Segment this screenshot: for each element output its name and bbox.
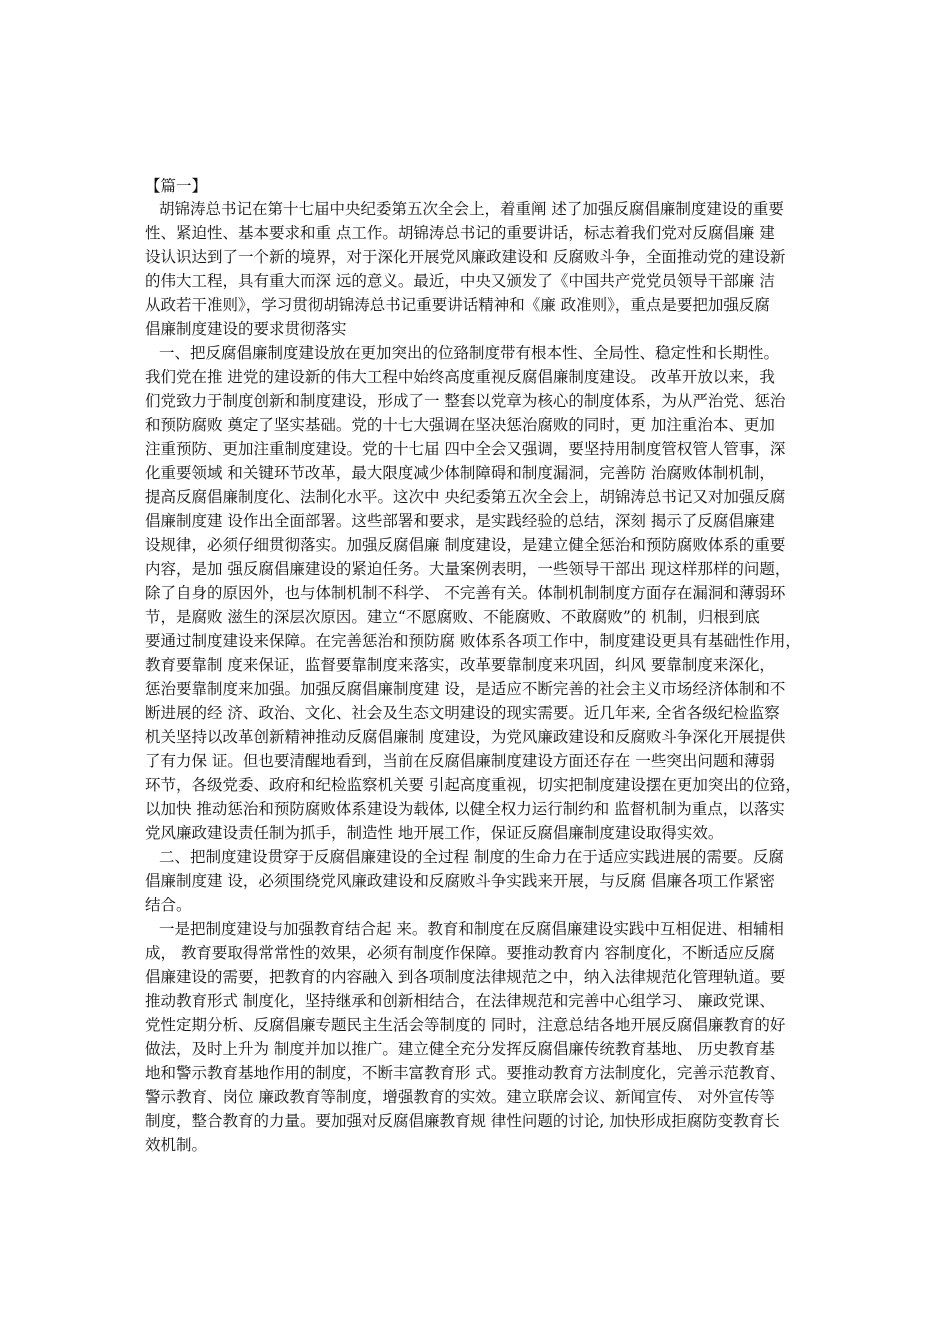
text-line: 倡廉制度建 设，必须围绕党风廉政建设和反腐败斗争实践来开展，与反腐 倡廉各项工作紧密 xyxy=(145,872,775,890)
text-line: 了有力保 证。但也要清醒地看到，当前在反腐倡廉制度建设方面还存在 一些突出问题和薄弱 xyxy=(145,752,775,770)
text-line: 我们党在推 进党的建设新的伟大工程中始终高度重视反腐倡廉制度建设。 改革开放以来，我 xyxy=(145,368,775,386)
text-line: 除了自身的原因外，也与体制机制不科学、 不完善有关。体制机制制度方面存在漏洞和薄弱环 xyxy=(145,584,786,602)
text-line: 做法，及时上升为 制度并加以推广。建立健全充分发挥反腐倡廉传统教育基地、 历史教育基 xyxy=(145,1040,775,1058)
text-line: 党性定期分析、反腐倡廉专题民主生活会等制度的 同时，注意总结各地开展反腐倡廉教育的好 xyxy=(145,1016,786,1034)
text-line: 成， 教育要取得常常性的效果，必须有制度作保障。要推动教育内 容制度化，不断适应反腐 xyxy=(145,944,775,962)
text-line: 内容，是加 强反腐倡廉建设的紧迫任务。大量案例表明，一些领导干部出 现这样那样的问题， xyxy=(145,560,791,578)
text-line: 设规律，必须仔细贯彻落实。加强反腐倡廉 制度建设，是建立健全惩治和预防腐败体系的重要 xyxy=(145,536,786,554)
text-line: 二、把制度建设贯穿于反腐倡廉建设的全过程 制度的生命力在于适应实践进展的需要。反腐 xyxy=(159,848,784,866)
text-line: 推动教育形式 制度化，坚持继承和创新相结合，在法律规范和完善中心组学习、 廉政党课、 xyxy=(145,992,775,1010)
text-line: 断进展的经 济、政治、文化、社会及生态文明建设的现实需要。近几年来, 全省各级纪检监察 xyxy=(145,704,780,722)
text-line: 环节，各级党委、政府和纪检监察机关要 引起高度重视，切实把制度建设摆在更加突出的位臵， xyxy=(145,776,801,794)
text-line: 注重预防、更加注重制度建设。党的十七届 四中全会又强调，要坚持用制度管权管人管事，深 xyxy=(145,440,786,458)
text-line: 惩治要靠制度来加强。加强反腐倡廉制度建 设，是适应不断完善的社会主义市场经济体制和不 xyxy=(145,680,786,698)
text-line: 一、把反腐倡廉制度建设放在更加突出的位臵制度带有根本性、全局性、稳定性和长期性。 xyxy=(159,344,780,362)
text-line: 倡廉制度建 设作出全面部署。这些部署和要求，是实践经验的总结，深刻 揭示了反腐倡廉建 xyxy=(145,512,775,530)
text-line: 结合。 xyxy=(145,896,192,914)
text-line: 性、紧迫性、基本要求和重 点工作。胡锦涛总书记的重要讲话，标志着我们党对反腐倡廉 建 xyxy=(145,224,775,242)
text-line: 的伟大工程，具有重大而深 远的意义。最近，中央又颁发了《中国共产党党员领导干部廉 洁 xyxy=(145,272,775,290)
text-line: 效机制。 xyxy=(145,1136,208,1154)
text-line: 党风廉政建设责任制为抓手，制造性 地开展工作，保证反腐倡廉制度建设取得实效。 xyxy=(145,824,724,842)
section-title: 【篇一】 xyxy=(145,177,208,195)
text-line: 化重要领域 和关键环节改革，最大限度减少体制障碍和制度漏洞，完善防 治腐败体制机制， xyxy=(145,464,775,482)
text-line: 倡廉建设的需要，把教育的内容融入 到各项制度法律规范之中，纳入法律规范化管理轨道。要 xyxy=(145,968,786,986)
text-line: 警示教育、岗位 廉政教育等制度，增强教育的实效。建立联席会议、新闻宣传、 对外宣传等 xyxy=(145,1088,775,1106)
text-line: 一是把制度建设与加强教育结合起 来。教育和制度在反腐倡廉建设实践中互相促进、相辅相 xyxy=(159,920,784,938)
text-line: 提高反腐倡廉制度化、法制化水平。这次中 央纪委第五次全会上，胡锦涛总书记又对加强反腐 xyxy=(145,488,786,506)
text-line: 以加快 推动惩治和预防腐败体系建设为载体, 以健全权力运行制约和 监督机制为重点，以落实 xyxy=(145,800,785,818)
text-line: 节，是腐败 滋生的深层次原因。建立“不愿腐败、不能腐败、不敢腐败”的 机制，归根到底 xyxy=(145,608,760,626)
text-line: 设认识达到了一个新的境界，对于深化开展党风廉政建设和 反腐败斗争，全面推动党的建设新 xyxy=(145,248,786,266)
text-line: 地和警示教育基地作用的制度，不断丰富教育形 式。要推动教育方法制度化，完善示范教育、 xyxy=(145,1064,786,1082)
text-line: 从政若干准则》，学习贯彻胡锦涛总书记重要讲话精神和《廉 政准则》，重点是要把加强反腐 xyxy=(145,296,770,314)
text-line: 们党致力于制度创新和制度建设，形成了一 整套以党章为核心的制度体系，为从严治党、惩治 xyxy=(145,392,786,410)
text-line: 倡廉制度建设的要求贯彻落实 xyxy=(145,320,347,338)
text-line: 和预防腐败 奠定了坚实基础。党的十七大强调在坚决惩治腐败的同时，更 加注重治本、更加 xyxy=(145,416,775,434)
text-line: 要通过制度建设来保障。在完善惩治和预防腐 败体系各项工作中，制度建设更具有基础性作用， xyxy=(145,632,801,650)
text-line: 制度，整合教育的力量。要加强对反腐倡廉教育规 律性问题的讨论, 加快形成拒腐防变教育长 xyxy=(145,1112,780,1130)
text-line: 机关坚持以改革创新精神推动反腐倡廉制 度建设，为党风廉政建设和反腐败斗争深化开展提供 xyxy=(145,728,786,746)
text-line: 胡锦涛总书记在第十七届中央纪委第五次全会上，着重阐 述了加强反腐倡廉制度建设的重要 xyxy=(159,200,784,218)
text-line: 教育要靠制 度来保证，监督要靠制度来落实，改革要靠制度来巩固，纠风 要靠制度来深化， xyxy=(145,656,775,674)
